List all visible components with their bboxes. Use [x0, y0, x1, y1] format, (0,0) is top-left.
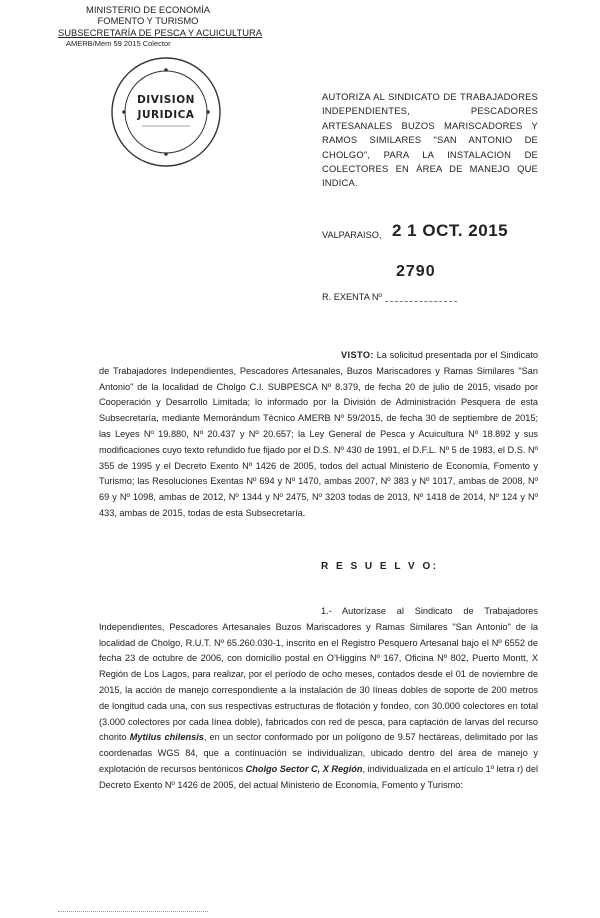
file-reference: AMERB/Mem 59 2015 Colector [66, 39, 171, 49]
svg-text:JURIDICA: JURIDICA [137, 109, 195, 121]
visto-heading: VISTO: [341, 350, 374, 360]
ministry-name: MINISTERIO DE ECONOMÍA [86, 4, 210, 15]
exenta-number: 2790 [396, 263, 436, 280]
letterhead [58, 4, 263, 50]
svg-text:DIVISION: DIVISION [137, 94, 195, 106]
article-1-text-c: , individualizada en el artículo 1º letra r) del Decreto Exento Nº 1426 de 2005, del actual Ministerio de Economía, Fomento y Turismo: [99, 763, 538, 790]
issue-place: VALPARAISO, [322, 230, 382, 240]
visto-text: La solicitud presentada por el Sindicato de Trabajadores Independientes, Pescadores Artesanales, Buzos Mariscadores y Ramas Similares "San Antonio" de la localidad de Cholgo C.I. SUBPESCA Nº 8.379, de fecha 20 de julio de 2015, visado por Cooperación y Desarrollo Limitada; lo informado por la División de Administración Pesquera de esta Subsecretaría, mediante Memorándum Técnico AMERB Nº 59/2015, de fecha 30 de septiembre de 2015; las Leyes Nº 19.880, Nº 20.437 y Nº 20.657; la Ley General de Pesca y Acuicultura Nº 18.892 y sus modificaciones cuyo texto refundido fue fijado por el D.S. Nº 430 de 1991, el D.F.L. Nº 5 de 1983, el D.S. Nº 355 de 1995 y el Decreto Exento Nº 1426 de 2005, todos del actual Ministerio de Economía, Fomento y Turismo; las Resoluciones Exentas Nº 694 y Nº 1470, ambas 2007, Nº 383 y Nº 1017, ambas de 2008, Nº 69 y Nº 1098, ambas de 2012, Nº 1344 y Nº 2475, Nº 3203 todas de 2013, Nº 1418 de 2014, Nº 124 y Nº 433, ambas de 2015, todas de esta Subsecretaría. [99, 350, 539, 518]
article-1-text-b: , en un sector conformado por un polígono de 9.57 hectáreas, delimitado por las coordenadas WGS 84, que a continuación se individualizan, ubicado dentro del área de manejo y explotación de recursos bentónicos [99, 732, 538, 774]
exenta-label: R. EXENTA Nº [322, 292, 382, 302]
exenta-underline [385, 301, 457, 302]
article-1-text-a: 1.- Autorízase al Sindicato de Trabajadores Independientes, Pescadores Artesanales Buzos Mariscadores y Ramas Similares "San Antonio" de la localidad de Cholgo, R.U.T. Nº 65.260.030-1, inscrito en el Registro Pesquero Artesanal bajo el Nº 6552 de fecha 23 de octubre de 2006, con domicilio postal en O'Higgins Nº 167, Oficina Nº 802, Puerto Montt, X Región de Los Lagos, para realizar, por el período de ocho meses, contados desde el 01 de noviembre de 2015, la acción de manejo correspondiente a la instalación de 30 líneas dobles de soporte de 200 metros de longitud cada una, con sus respectivas estructuras de flotación y fondeo, con 30.000 colectores en total (3.000 colectores por cada línea doble), fabricados con red de pesca, para captación de larvas del recurso chorito [99, 606, 538, 743]
species-name: Mytilus chilensis [129, 732, 204, 743]
sector-name: Cholgo Sector C, X Región [245, 763, 363, 774]
division-juridica-seal [106, 52, 226, 172]
article-1 [99, 604, 538, 794]
ministry-subtitle: FOMENTO Y TURISMO [97, 15, 199, 27]
subsecretaria-name: SUBSECRETARÍA DE PESCA Y ACUICULTURA [58, 26, 263, 38]
footer-rule [58, 911, 208, 912]
issue-date: 2 1 OCT. 2015 [392, 221, 509, 240]
visto-section [99, 348, 538, 522]
resuelvo-heading: R E S U E L V O: [321, 561, 439, 572]
resolution-title: AUTORIZA AL SINDICATO DE TRABAJADORES INDEPENDIENTES, PESCADORES ARTESANALES BUZOS MARISCADORES Y RAMOS SIMILARES "SAN ANTONIO DE CHOLGO", PARA LA INSTALACION DE COLECTORES EN ÁREA DE MANEJO QUE INDICA. [322, 91, 538, 189]
